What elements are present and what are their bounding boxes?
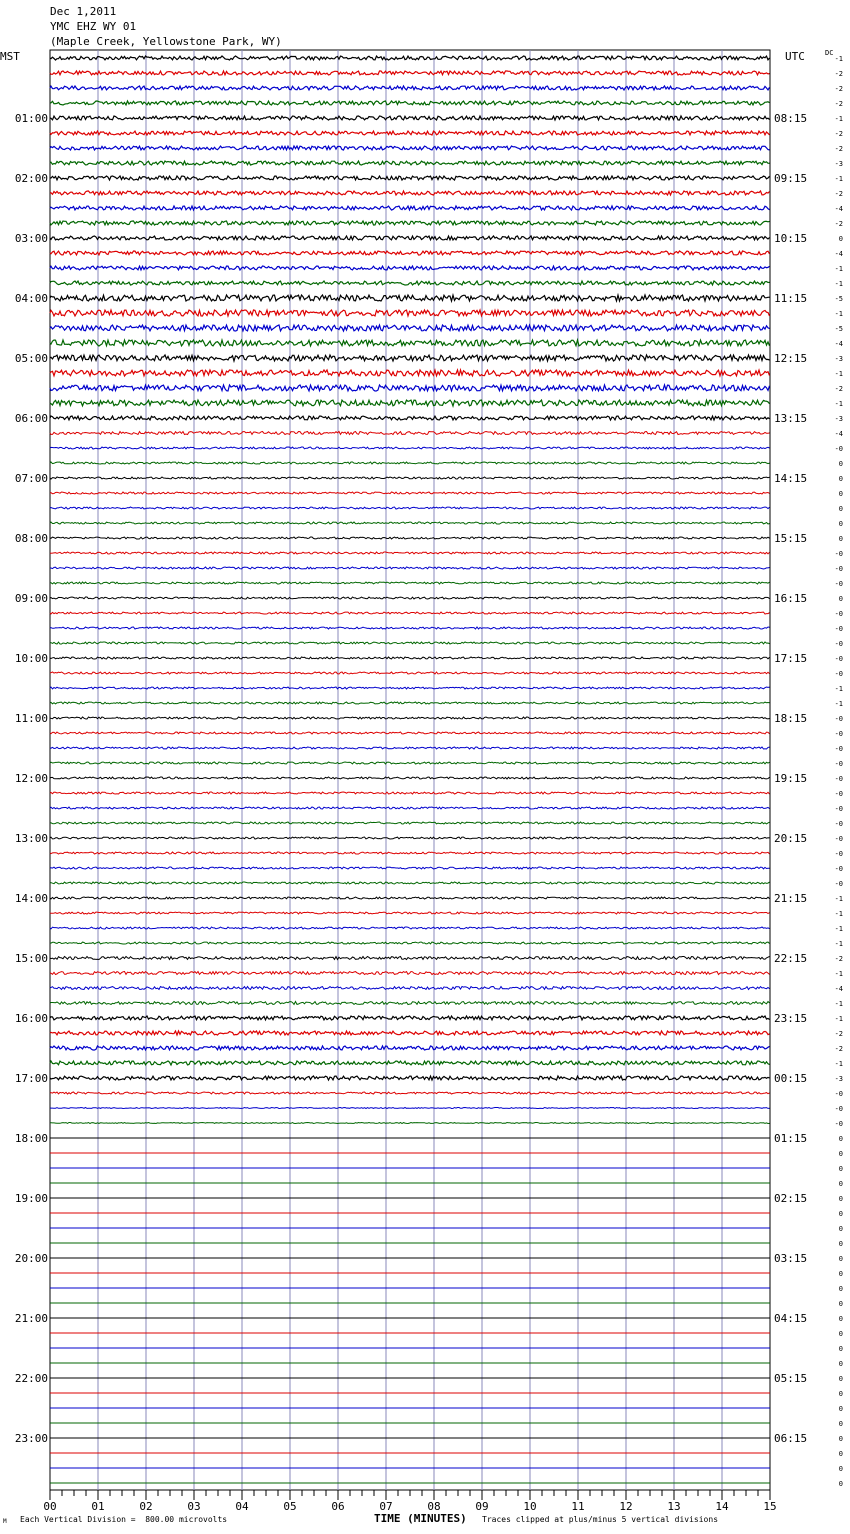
right-hour-label: 14:15 (774, 472, 808, 485)
right-hour-label: 17:15 (774, 652, 808, 665)
dc-offset-label: -1 (834, 895, 843, 903)
trace-line (50, 447, 770, 449)
dc-offset-label: -1 (834, 115, 843, 123)
left-hour-label: 17:00 (14, 1072, 48, 1085)
trace-line (50, 1016, 770, 1020)
left-hour-label: 21:00 (14, 1312, 48, 1325)
left-hour-label: 20:00 (14, 1252, 48, 1265)
trace-line (50, 807, 770, 809)
trace-line (50, 1092, 770, 1094)
trace-line (50, 1031, 770, 1035)
dc-offset-label: -0 (834, 820, 843, 828)
dc-offset-label: -0 (834, 745, 843, 753)
dc-offset-label: -5 (834, 295, 843, 303)
left-timezone-label: MST (0, 50, 20, 63)
plot-frame (50, 50, 770, 1490)
trace-line (50, 206, 770, 210)
left-hour-label: 02:00 (14, 172, 48, 185)
x-tick-label: 13 (667, 1500, 681, 1513)
trace-line (50, 702, 770, 704)
left-hour-label: 22:00 (14, 1372, 48, 1385)
trace-line (50, 762, 770, 764)
dc-offset-label: 0 (838, 235, 843, 243)
x-tick-label: 09 (475, 1500, 489, 1513)
dc-offset-label: 0 (838, 520, 843, 528)
dc-offset-label: -2 (834, 1030, 843, 1038)
trace-line (50, 161, 770, 165)
dc-offset-label: 0 (838, 1225, 843, 1233)
dc-offset-label: -2 (834, 220, 843, 228)
right-hour-label: 18:15 (774, 712, 808, 725)
dc-offset-label: -4 (834, 340, 843, 348)
footer-mark: M (3, 1518, 7, 1525)
dc-offset-label: -2 (834, 100, 843, 108)
dc-offset-label: -0 (834, 865, 843, 873)
left-hour-label: 09:00 (14, 592, 48, 605)
dc-offset-label: -1 (834, 55, 843, 63)
trace-line (50, 310, 770, 316)
dc-offset-label: -4 (834, 430, 843, 438)
left-hour-label: 13:00 (14, 832, 48, 845)
dc-offset-label: 0 (838, 1345, 843, 1353)
trace-line (50, 642, 770, 644)
trace-line (50, 717, 770, 719)
dc-offset-label: -1 (834, 925, 843, 933)
right-hour-label: 01:15 (774, 1132, 808, 1145)
dc-offset-label: -0 (834, 580, 843, 588)
left-hour-label: 05:00 (14, 352, 48, 365)
dc-offset-label: -0 (834, 670, 843, 678)
dc-offset-label: -4 (834, 205, 843, 213)
dc-offset-label: 0 (838, 1465, 843, 1473)
dc-offset-label: -0 (834, 445, 843, 453)
dc-offset-label: -1 (834, 400, 843, 408)
dc-offset-label: 0 (838, 1165, 843, 1173)
dc-offset-label: -2 (834, 145, 843, 153)
trace-line (50, 176, 770, 180)
dc-offset-label: -0 (834, 805, 843, 813)
left-hour-label: 14:00 (14, 892, 48, 905)
dc-offset-label: 0 (838, 1420, 843, 1428)
right-hour-label: 22:15 (774, 952, 808, 965)
trace-line (50, 957, 770, 960)
left-hour-label: 07:00 (14, 472, 48, 485)
dc-offset-label: -4 (834, 985, 843, 993)
trace-line (50, 927, 770, 929)
dc-offset-label: -0 (834, 1090, 843, 1098)
dc-offset-label: 0 (838, 1390, 843, 1398)
dc-offset-label: 0 (838, 1330, 843, 1338)
trace-line (50, 897, 770, 899)
right-hour-label: 03:15 (774, 1252, 808, 1265)
trace-line (50, 400, 770, 406)
dc-offset-label: 0 (838, 1300, 843, 1308)
right-hour-label: 02:15 (774, 1192, 808, 1205)
trace-line (50, 732, 770, 734)
right-hour-label: 11:15 (774, 292, 808, 305)
trace-line (50, 1076, 770, 1080)
dc-offset-label: -0 (834, 640, 843, 648)
left-hour-label: 10:00 (14, 652, 48, 665)
left-hour-label: 01:00 (14, 112, 48, 125)
trace-line (50, 522, 770, 524)
dc-offset-label: -2 (834, 190, 843, 198)
right-hour-label: 09:15 (774, 172, 808, 185)
right-hour-label: 21:15 (774, 892, 808, 905)
dc-offset-label: -0 (834, 550, 843, 558)
dc-offset-label: -2 (834, 70, 843, 78)
trace-line (50, 266, 770, 270)
trace-line (50, 792, 770, 794)
x-tick-label: 00 (43, 1500, 57, 1513)
left-hour-label: 11:00 (14, 712, 48, 725)
dc-offset-label: -0 (834, 1120, 843, 1128)
trace-line (50, 385, 770, 391)
dc-offset-label: -0 (834, 1105, 843, 1113)
clip-note: Traces clipped at plus/minus 5 vertical divisions (482, 1515, 719, 1524)
right-hour-label: 06:15 (774, 1432, 808, 1445)
right-timezone-label: UTC (785, 50, 805, 63)
right-hour-label: 13:15 (774, 412, 808, 425)
dc-offset-label: -3 (834, 355, 843, 363)
x-tick-label: 05 (283, 1500, 297, 1513)
dc-offset-label: 0 (838, 1375, 843, 1383)
dc-offset-label: 0 (838, 1255, 843, 1263)
trace-line (50, 582, 770, 584)
x-tick-label: 06 (331, 1500, 345, 1513)
x-tick-label: 12 (619, 1500, 633, 1513)
right-hour-label: 05:15 (774, 1372, 808, 1385)
dc-offset-label: -1 (834, 910, 843, 918)
dc-offset-label: 0 (838, 1285, 843, 1293)
dc-offset-label: -0 (834, 565, 843, 573)
trace-line (50, 987, 770, 990)
trace-line (50, 1002, 770, 1005)
dc-offset-label: -1 (834, 1015, 843, 1023)
trace-line (50, 672, 770, 674)
dc-offset-label: -2 (834, 385, 843, 393)
dc-offset-label: -1 (834, 970, 843, 978)
trace-line (50, 822, 770, 824)
trace-line (50, 492, 770, 494)
trace-line (50, 340, 770, 346)
x-tick-label: 03 (187, 1500, 201, 1513)
dc-offset-label: -4 (834, 250, 843, 258)
left-hour-label: 08:00 (14, 532, 48, 545)
trace-line (50, 101, 770, 105)
x-tick-label: 10 (523, 1500, 537, 1513)
left-hour-label: 16:00 (14, 1012, 48, 1025)
trace-line (50, 657, 770, 659)
trace-line (50, 1061, 770, 1065)
dc-offset-label: -1 (834, 1060, 843, 1068)
trace-line (50, 972, 770, 975)
right-hour-label: 15:15 (774, 532, 808, 545)
trace-line (50, 687, 770, 689)
trace-line (50, 627, 770, 629)
dc-offset-label: 0 (838, 505, 843, 513)
trace-line (50, 56, 770, 60)
dc-offset-label: -2 (834, 85, 843, 93)
trace-line (50, 867, 770, 869)
x-axis-title: TIME (MINUTES) (374, 1512, 467, 1525)
dc-offset-label: -0 (834, 730, 843, 738)
dc-offset-label: -5 (834, 325, 843, 333)
dc-offset-label: -1 (834, 1000, 843, 1008)
trace-line (50, 882, 770, 884)
x-tick-label: 15 (763, 1500, 777, 1513)
dc-offset-label: -3 (834, 1075, 843, 1083)
dc-offset-label: -0 (834, 715, 843, 723)
left-hour-label: 18:00 (14, 1132, 48, 1145)
dc-offset-label: 0 (838, 1480, 843, 1488)
left-hour-label: 12:00 (14, 772, 48, 785)
x-tick-label: 14 (715, 1500, 729, 1513)
trace-line (50, 1123, 770, 1124)
dc-offset-label: 0 (838, 1450, 843, 1458)
trace-line (50, 462, 770, 464)
dc-offset-label: -1 (834, 175, 843, 183)
trace-line (50, 537, 770, 539)
trace-line (50, 747, 770, 749)
dc-offset-label: -2 (834, 955, 843, 963)
dc-offset-label: 0 (838, 1270, 843, 1278)
dc-offset-label: -1 (834, 700, 843, 708)
x-tick-label: 04 (235, 1500, 249, 1513)
trace-line (50, 912, 770, 914)
dc-offset-label: 0 (838, 475, 843, 483)
right-hour-label: 23:15 (774, 1012, 808, 1025)
left-hour-label: 23:00 (14, 1432, 48, 1445)
dc-offset-label: 0 (838, 1150, 843, 1158)
dc-offset-label: -0 (834, 775, 843, 783)
trace-line (50, 355, 770, 361)
dc-offset-label: -2 (834, 130, 843, 138)
dc-offset-label: 0 (838, 1435, 843, 1443)
header-station: YMC EHZ WY 01 (50, 20, 137, 33)
left-hour-label: 15:00 (14, 952, 48, 965)
trace-line (50, 116, 770, 120)
dc-offset-label: -2 (834, 1045, 843, 1053)
dc-offset-label: -0 (834, 880, 843, 888)
dc-offset-label: -1 (834, 940, 843, 948)
trace-line (50, 191, 770, 195)
trace-line (50, 597, 770, 599)
dc-offset-label: 0 (838, 1240, 843, 1248)
dc-offset-label: -0 (834, 850, 843, 858)
left-hour-label: 04:00 (14, 292, 48, 305)
dc-offset-label: -1 (834, 265, 843, 273)
dc-offset-label: -1 (834, 310, 843, 318)
trace-line (50, 1108, 770, 1109)
dc-offset-label: 0 (838, 1180, 843, 1188)
dc-offset-label: 0 (838, 1195, 843, 1203)
trace-line (50, 852, 770, 854)
dc-offset-label: 0 (838, 535, 843, 543)
trace-line (50, 221, 770, 225)
trace-line (50, 236, 770, 240)
trace-line (50, 416, 770, 420)
left-hour-label: 06:00 (14, 412, 48, 425)
header-date: Dec 1,2011 (50, 5, 117, 18)
scale-note: Each Vertical Division = 800.00 microvolts (20, 1515, 228, 1524)
right-hour-label: 08:15 (774, 112, 808, 125)
trace-line (50, 325, 770, 331)
dc-offset-label: -1 (834, 685, 843, 693)
dc-offset-label: -0 (834, 790, 843, 798)
x-tick-label: 08 (427, 1500, 441, 1513)
dc-offset-label: 0 (838, 1210, 843, 1218)
dc-label: DC (825, 49, 834, 57)
trace-line (50, 1046, 770, 1050)
right-hour-label: 00:15 (774, 1072, 808, 1085)
x-tick-label: 07 (379, 1500, 393, 1513)
right-hour-label: 10:15 (774, 232, 808, 245)
right-hour-label: 19:15 (774, 772, 808, 785)
dc-offset-label: 0 (838, 595, 843, 603)
trace-line (50, 612, 770, 614)
dc-offset-label: 0 (838, 460, 843, 468)
header-location: (Maple Creek, Yellowstone Park, WY) (50, 35, 282, 48)
trace-line (50, 942, 770, 944)
dc-offset-label: -0 (834, 760, 843, 768)
dc-offset-label: 0 (838, 1135, 843, 1143)
right-hour-label: 12:15 (774, 352, 808, 365)
trace-line (50, 777, 770, 779)
right-hour-label: 20:15 (774, 832, 808, 845)
trace-line (50, 477, 770, 479)
trace-line (50, 146, 770, 150)
trace-line (50, 837, 770, 839)
dc-offset-label: -0 (834, 610, 843, 618)
trace-line (50, 281, 770, 285)
trace-line (50, 295, 770, 301)
trace-line (50, 86, 770, 90)
dc-offset-label: -1 (834, 280, 843, 288)
trace-line (50, 567, 770, 569)
right-hour-label: 04:15 (774, 1312, 808, 1325)
trace-line (50, 71, 770, 75)
trace-line (50, 552, 770, 554)
dc-offset-label: 0 (838, 490, 843, 498)
right-hour-label: 16:15 (774, 592, 808, 605)
trace-line (50, 507, 770, 509)
dc-offset-label: 0 (838, 1360, 843, 1368)
dc-offset-label: 0 (838, 1315, 843, 1323)
dc-offset-label: -0 (834, 655, 843, 663)
left-hour-label: 03:00 (14, 232, 48, 245)
dc-offset-label: -0 (834, 625, 843, 633)
trace-line (50, 251, 770, 255)
x-tick-label: 02 (139, 1500, 153, 1513)
x-tick-label: 01 (91, 1500, 105, 1513)
trace-line (50, 131, 770, 135)
dc-offset-label: -1 (834, 370, 843, 378)
left-hour-label: 19:00 (14, 1192, 48, 1205)
trace-line (50, 432, 770, 435)
dc-offset-label: -3 (834, 415, 843, 423)
trace-line (50, 370, 770, 376)
x-tick-label: 11 (571, 1500, 585, 1513)
dc-offset-label: 0 (838, 1405, 843, 1413)
dc-offset-label: -3 (834, 160, 843, 168)
dc-offset-label: -0 (834, 835, 843, 843)
